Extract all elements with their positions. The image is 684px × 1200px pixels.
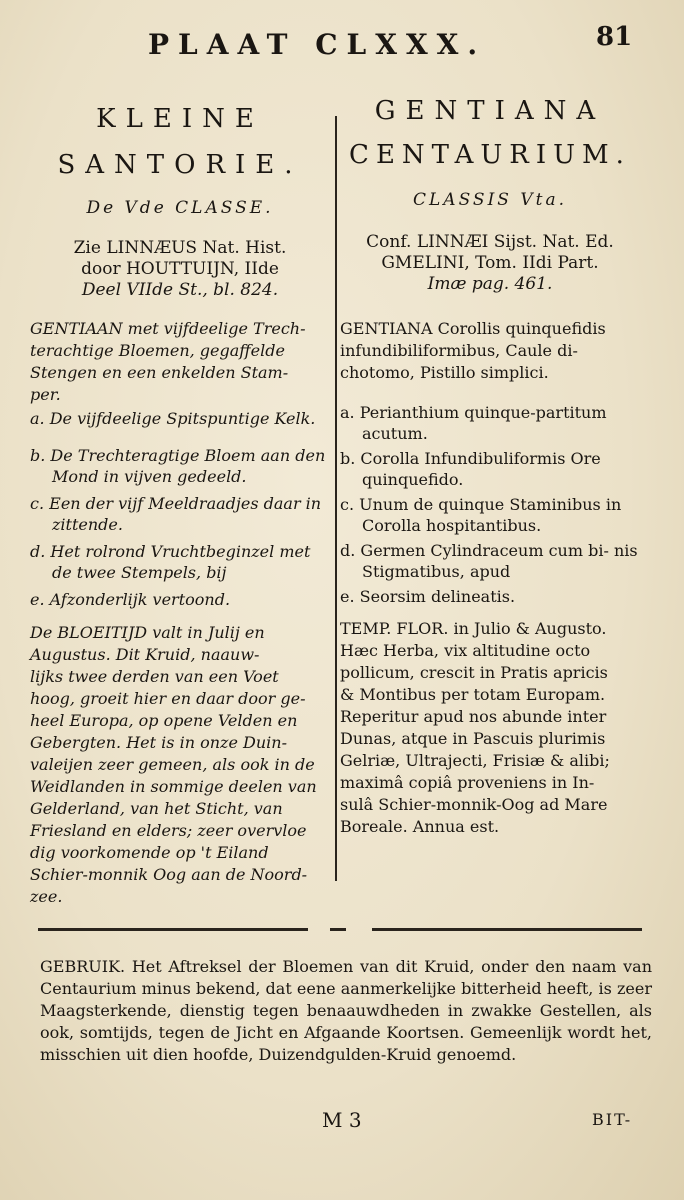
right-ref-line-1: Conf. LINNÆI Sijst. Nat. Ed. — [366, 232, 614, 252]
left-ref-line-3: Deel VIIde St., bl. 824. — [81, 280, 279, 300]
right-reference — [340, 232, 640, 295]
right-desc-line: chotomo, Pistillo simplici. — [340, 363, 549, 382]
left-title-line-2: SANTORIE. — [57, 150, 303, 180]
right-desc-line: GENTIANA Corollis quinquefidis — [340, 319, 606, 338]
right-temp-line: Dunas, atque in Pascuis plurimis — [340, 729, 606, 748]
left-bloei-line: Augustus. Dit Kruid, naauw- — [30, 645, 260, 664]
footer-rule-center — [330, 928, 346, 931]
left-title-line-1: KLEINE — [96, 104, 264, 134]
right-item-d: d. Germen Cylindraceum cum bi- nis Stigmatibus, apud — [340, 541, 638, 581]
left-item-a: a. De vijfdeelige Spitspuntige Kelk. — [30, 409, 316, 428]
left-desc-line: Stengen en een enkelden Stam- — [30, 363, 289, 382]
right-temp-line: TEMP. FLOR. in Julio & Augusto. — [340, 619, 607, 638]
right-title-line-2: CENTAURIUM. — [349, 140, 631, 170]
right-desc-line: infundibiliformibus, Caule di- — [340, 341, 578, 360]
left-bloei-line: lijks twee derden van een Voet — [30, 667, 279, 686]
catchword: BIT- — [592, 1110, 633, 1129]
left-bloeitijd-paragraph — [30, 622, 330, 908]
left-ref-line-1: Zie LINNÆUS Nat. Hist. — [73, 238, 287, 258]
left-figure-list — [30, 408, 330, 610]
signature-mark: M 3 — [322, 1108, 362, 1132]
left-bloei-line: dig voorkomende op 't Eiland — [30, 843, 269, 862]
gebruik-paragraph: GEBRUIK. Het Aftreksel der Bloemen van dit Kruid, onder den naam van Centaurium minus bekend, dat eene aanmerkelijke bitterheid heeft, is zeer Maagsterkende, dienstig tegen benaauwdheden in zwakke Gestellen, als ook, somtijds, tegen de Jicht en Afgaande Koortsen. Gemeenlijk wordt het, misschien uit dien hoofde, Duizendgulden-Kruid genoemd. — [40, 957, 652, 1064]
column-divider — [335, 116, 337, 881]
left-desc-line: GENTIAAN met vijfdeelige Trech- — [30, 319, 306, 338]
right-temp-line: pollicum, crescit in Pratis apricis — [340, 663, 608, 682]
left-bloei-line: Friesland en elders; zeer overvloe — [30, 821, 307, 840]
left-description — [30, 318, 330, 406]
left-bloei-line: heel Europa, op opene Velden en — [30, 711, 298, 730]
page-number: 81 — [596, 22, 633, 52]
left-bloei-line: hoog, groeit hier en daar door ge- — [30, 689, 306, 708]
right-temp-flor-paragraph — [340, 618, 640, 838]
right-temp-line: sulâ Schier-monnik-Oog ad Mare — [340, 795, 608, 814]
right-ref-line-3: Imæ pag. 461. — [427, 274, 553, 294]
left-item-e: e. Afzonderlijk vertoond. — [30, 590, 231, 609]
right-ref-line-2: GMELINI, Tom. IIdi Part. — [381, 253, 599, 273]
right-item-b: b. Corolla Infundibuliformis Ore quinquefido. — [340, 449, 601, 489]
left-bloei-line: Gelderland, van het Sticht, van — [30, 799, 283, 818]
right-title-line-1: GENTIANA — [374, 96, 606, 126]
left-bloei-line: valeijen zeer gemeen, als ook in de — [30, 755, 315, 774]
right-temp-line: & Montibus per totam Europam. — [340, 685, 606, 704]
footer-rule-left — [38, 928, 308, 931]
left-bloei-line: Schier-monnik Oog aan de Noord- — [30, 865, 308, 884]
left-item-d: d. Het rolrond Vruchtbeginzel met de twee Stempels, bij — [30, 542, 311, 582]
right-description — [340, 318, 640, 384]
left-bloei-line: Gebergten. Het is in onze Duin- — [30, 733, 287, 752]
right-item-a: a. Perianthium quinque-partitum acutum. — [340, 403, 607, 443]
right-temp-line: Reperitur apud nos abunde inter — [340, 707, 607, 726]
right-classe: CLASSIS Vta. — [413, 190, 567, 210]
right-temp-line: Boreale. Annua est. — [340, 817, 500, 836]
left-bloei-line: De BLOEITIJD valt in Julij en — [30, 623, 265, 642]
left-ref-line-2: door HOUTTUIJN, IIde — [81, 259, 279, 279]
left-desc-line: terachtige Bloemen, gegaffelde — [30, 341, 285, 360]
right-temp-line: maximâ copiâ proveniens in In- — [340, 773, 595, 792]
left-reference — [30, 238, 330, 301]
right-item-c: c. Unum de quinque Staminibus in Corolla hospitantibus. — [340, 495, 622, 535]
right-item-e: e. Seorsim delineatis. — [340, 587, 516, 606]
right-figure-list — [340, 402, 640, 607]
left-item-c: c. Een der vijf Meeldraadjes daar in zittende. — [30, 494, 322, 534]
left-bloei-line: Weidlanden in sommige deelen van — [30, 777, 317, 796]
left-desc-line: per. — [30, 385, 61, 404]
left-item-b: b. De Trechteragtige Bloem aan den Mond in vijven gedeeld. — [30, 446, 326, 486]
left-classe: De Vde CLASSE. — [86, 198, 274, 218]
footer-rule-right — [372, 928, 642, 931]
left-bloei-line: zee. — [30, 887, 63, 906]
plate-title: PLAAT CLXXX. — [148, 28, 487, 61]
right-temp-line: Gelriæ, Ultrajecti, Frisiæ & alibi; — [340, 751, 610, 770]
right-temp-line: Hæc Herba, vix altitudine octo — [340, 641, 591, 660]
